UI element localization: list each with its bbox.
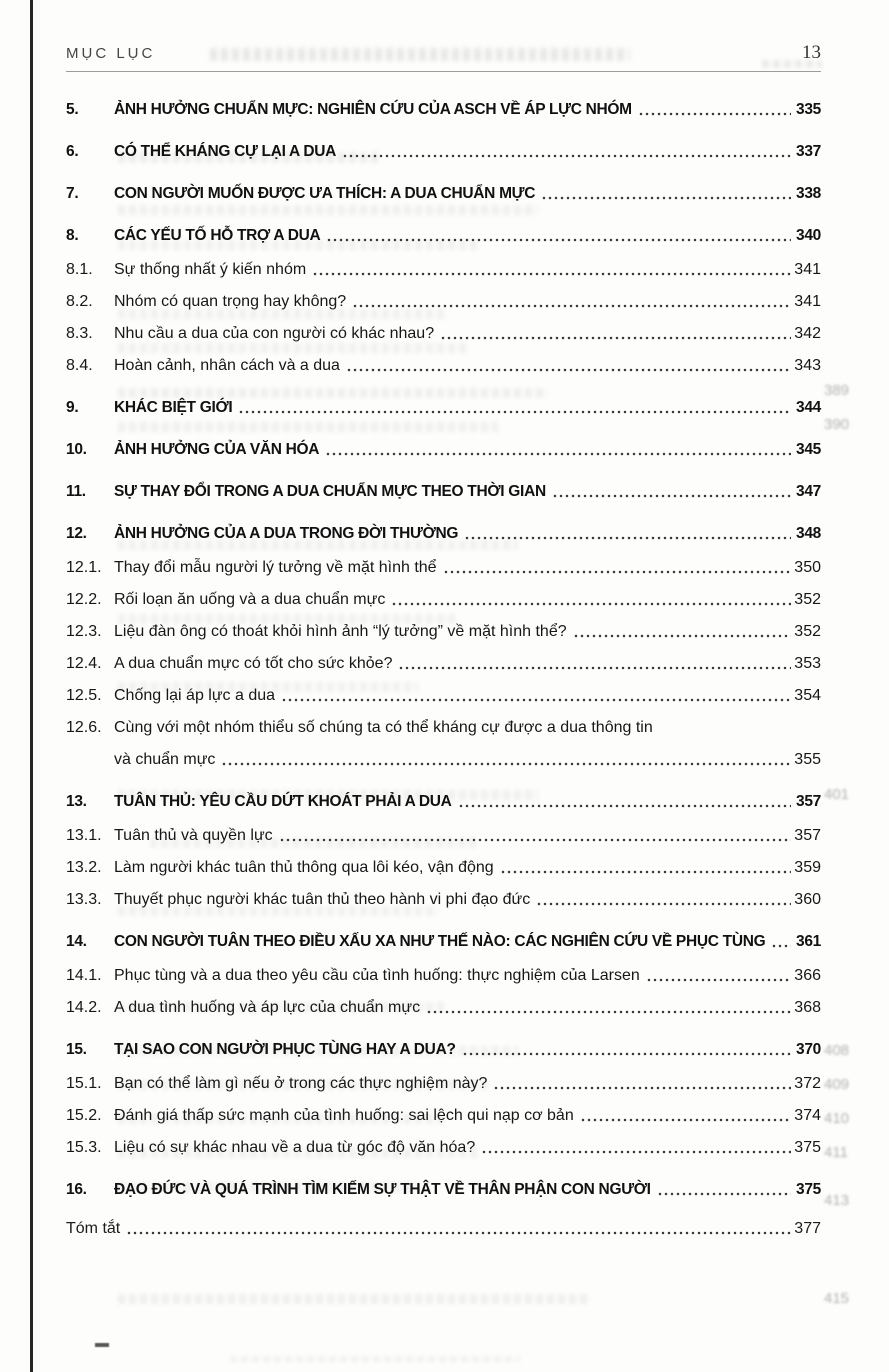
entry-page-number: 340: [796, 227, 821, 244]
entry-page-number: 372: [794, 1075, 821, 1092]
entry-title: A dua tình huống và áp lực của chuẩn mực: [114, 999, 421, 1016]
dot-leader: [279, 832, 791, 846]
entry-number: 12.5.: [66, 687, 102, 704]
dot-leader: [638, 106, 791, 120]
toc-entry: [66, 790, 821, 814]
bleed-through-number: 410: [824, 1110, 850, 1127]
toc-entry: [66, 290, 821, 314]
toc-entry-continuation: [66, 748, 821, 772]
dot-leader: [352, 298, 791, 312]
entry-page-number: 352: [794, 623, 821, 640]
entry-title: Thay đổi mẫu người lý tưởng về mặt hình thể: [114, 559, 437, 576]
dot-leader: [500, 864, 791, 878]
dot-leader: [443, 564, 791, 578]
page-title: MỤC LỤC: [66, 45, 156, 62]
entry-title: ẢNH HƯỞNG CỦA A DUA TRONG ĐỜI THƯỜNG: [114, 525, 459, 542]
entry-page-number: 357: [796, 793, 821, 810]
entry-number: 8.2.: [66, 293, 93, 310]
entry-title: Liệu đàn ông có thoát khỏi hình ảnh “lý tưởng” về mặt hình thể?: [114, 623, 567, 640]
toc-entry: [66, 556, 821, 580]
toc-entry: [66, 1217, 821, 1241]
toc-entry: [66, 588, 821, 612]
entry-title: SỰ THAY ĐỔI TRONG A DUA CHUẨN MỰC THEO THỜI GIAN: [114, 483, 546, 500]
entry-page-number: 354: [794, 687, 821, 704]
toc-entry: [66, 354, 821, 378]
entry-number: 13.1.: [66, 827, 102, 844]
toc-entry: [66, 480, 821, 504]
entry-title: Hoàn cảnh, nhân cách và a dua: [114, 357, 340, 374]
dot-leader: [325, 446, 791, 460]
entry-title: Chống lại áp lực a dua: [114, 687, 276, 704]
entry-number: 15.1.: [66, 1075, 102, 1092]
entry-title: Thuyết phục người khác tuân thủ theo hành vi phi đạo đức: [114, 891, 531, 908]
entry-number: 12.4.: [66, 655, 102, 672]
entry-page-number: 375: [794, 1139, 821, 1156]
dot-leader: [458, 798, 791, 812]
dot-leader: [326, 232, 791, 246]
entry-title: TẠI SAO CON NGƯỜI PHỤC TÙNG HAY A DUA?: [114, 1041, 456, 1058]
toc-entry: [66, 1038, 821, 1062]
dot-leader: [440, 330, 791, 344]
entry-number: 15.3.: [66, 1139, 102, 1156]
toc-entry: [66, 322, 821, 346]
dot-leader: [464, 530, 791, 544]
bleed-through-number: 413: [824, 1192, 850, 1209]
entry-page-number: 344: [796, 399, 821, 416]
toc-entry: [66, 652, 821, 676]
toc-entry: [66, 1136, 821, 1160]
entry-title: Tóm tắt: [66, 1220, 121, 1237]
entry-number: 12.1.: [66, 559, 102, 576]
entry-title: Nhu cầu a dua của con người có khác nhau?: [114, 325, 435, 342]
entry-number: 7.: [66, 185, 79, 202]
entry-page-number: 335: [796, 101, 821, 118]
dot-leader: [646, 972, 791, 986]
entry-title: ẢNH HƯỞNG CHUẨN MỰC: NGHIÊN CỨU CỦA ASCH VỀ ÁP LỰC NHÓM: [114, 101, 632, 118]
entry-number: 9.: [66, 399, 79, 416]
entry-title: TUÂN THỦ: YÊU CẦU DỨT KHOÁT PHẢI A DUA: [114, 793, 452, 810]
entry-number: 5.: [66, 101, 79, 118]
toc-entry: [66, 1104, 821, 1128]
entry-number: 16.: [66, 1181, 87, 1198]
dot-leader: [573, 628, 791, 642]
bleed-through-number: 408: [824, 1042, 850, 1059]
entry-page-number: 368: [794, 999, 821, 1016]
entry-page-number: 353: [794, 655, 821, 672]
toc-entry: [66, 856, 821, 880]
entry-page-number: 352: [794, 591, 821, 608]
toc-entry: [66, 930, 821, 954]
entry-title: Liệu có sự khác nhau về a dua từ góc độ văn hóa?: [114, 1139, 476, 1156]
entry-number: 15.2.: [66, 1107, 102, 1124]
toc-entry: [66, 522, 821, 546]
entry-page-number: 345: [796, 441, 821, 458]
toc-entry: [66, 182, 821, 206]
entry-number: 12.: [66, 525, 87, 542]
dot-leader: [312, 266, 791, 280]
toc-entry: [66, 258, 821, 282]
bleed-through-artifact: [230, 1356, 520, 1362]
entry-page-number: 360: [794, 891, 821, 908]
entry-number: 8.1.: [66, 261, 93, 278]
dot-leader: [462, 1046, 791, 1060]
bleed-through-number: 401: [824, 786, 850, 803]
entry-page-number: 374: [794, 1107, 821, 1124]
entry-page-number: 342: [794, 325, 821, 342]
entry-number: 8.4.: [66, 357, 93, 374]
entry-title: Đánh giá thấp sức mạnh của tình huống: sai lệch qui nạp cơ bản: [114, 1107, 574, 1124]
dot-leader: [536, 896, 791, 910]
dot-leader: [342, 148, 791, 162]
toc-entry: [66, 824, 821, 848]
toc-entry: [66, 684, 821, 708]
entry-title: Phục tùng và a dua theo yêu cầu của tình huống: thực nghiệm của Larsen: [114, 967, 640, 984]
bleed-through-artifact: [118, 1294, 588, 1304]
entry-number: 14.: [66, 933, 87, 950]
dot-leader: [126, 1225, 791, 1239]
toc-entry: [66, 396, 821, 420]
entry-page-number: 370: [796, 1041, 821, 1058]
entry-page-number: 357: [794, 827, 821, 844]
bleed-through-number: 389: [824, 382, 850, 399]
entry-number: 12.3.: [66, 623, 102, 640]
dot-leader: [580, 1112, 791, 1126]
scan-edge-line: [30, 0, 33, 1372]
dot-leader: [391, 596, 791, 610]
entry-number: 8.: [66, 227, 79, 244]
page-header: [66, 42, 821, 64]
entry-page-number: 375: [796, 1181, 821, 1198]
entry-title: KHÁC BIỆT GIỚI: [114, 399, 233, 416]
entry-number: 10.: [66, 441, 87, 458]
entry-page-number: 341: [794, 293, 821, 310]
toc-entry: [66, 620, 821, 644]
toc-list: [66, 98, 821, 1241]
entry-page-number: 338: [796, 185, 821, 202]
toc-entry: [66, 996, 821, 1020]
entry-title: Nhóm có quan trọng hay không?: [114, 293, 347, 310]
entry-number: 6.: [66, 143, 79, 160]
toc-entry: [66, 1072, 821, 1096]
entry-page-number: 347: [796, 483, 821, 500]
entry-page-number: 350: [794, 559, 821, 576]
entry-title: ẢNH HƯỞNG CỦA VĂN HÓA: [114, 441, 320, 458]
entry-number: 11.: [66, 483, 86, 500]
entry-page-number: 359: [794, 859, 821, 876]
dot-leader: [481, 1144, 791, 1158]
bleed-through-number: 409: [824, 1076, 850, 1093]
entry-page-number: 355: [794, 751, 821, 768]
dot-leader: [541, 190, 791, 204]
entry-number: 13.3.: [66, 891, 102, 908]
entry-page-number: 343: [794, 357, 821, 374]
toc-entry: [66, 964, 821, 988]
entry-page-number: 361: [796, 933, 821, 950]
dot-leader: [221, 756, 791, 770]
toc-entry: [66, 716, 821, 740]
toc-entry: [66, 224, 821, 248]
dot-leader: [346, 362, 791, 376]
entry-page-number: 377: [794, 1220, 821, 1237]
entry-number: 14.2.: [66, 999, 102, 1016]
entry-title: CON NGƯỜI TUÂN THEO ĐIỀU XẤU XA NHƯ THẾ NÀO: CÁC NGHIÊN CỨU VỀ PHỤC TÙNG: [114, 933, 766, 950]
toc-entry: [66, 888, 821, 912]
toc-entry: [66, 98, 821, 122]
dot-leader: [398, 660, 791, 674]
entry-title: Làm người khác tuân thủ thông qua lôi kéo, vận động: [114, 859, 494, 876]
toc-entry: [66, 140, 821, 164]
bleed-through-number: 415: [824, 1290, 850, 1307]
dot-leader: [493, 1080, 791, 1094]
header-rule: [66, 71, 821, 72]
dot-leader: [426, 1004, 791, 1018]
entry-page-number: 341: [794, 261, 821, 278]
folio-page-number: 13: [802, 42, 821, 63]
entry-title: A dua chuẩn mực có tốt cho sức khỏe?: [114, 655, 393, 672]
toc-entry: [66, 438, 821, 462]
entry-title: Cùng với một nhóm thiểu số chúng ta có thể kháng cự được a dua thông tin: [114, 719, 653, 736]
entry-title: Sự thống nhất ý kiến nhóm: [114, 261, 307, 278]
entry-number: 12.6.: [66, 719, 102, 736]
dot-leader: [657, 1186, 791, 1200]
entry-number: 13.: [66, 793, 87, 810]
entry-number: 12.2.: [66, 591, 102, 608]
entry-title: Bạn có thể làm gì nếu ở trong các thực nghiệm này?: [114, 1075, 488, 1092]
entry-title: Tuân thủ và quyền lực: [114, 827, 273, 844]
entry-number: 15.: [66, 1041, 87, 1058]
entry-title: ĐẠO ĐỨC VÀ QUÁ TRÌNH TÌM KIẾM SỰ THẬT VỀ THÂN PHẬN CON NGƯỜI: [114, 1181, 651, 1198]
bleed-through-number: 390: [824, 416, 850, 433]
dot-leader: [771, 938, 791, 952]
entry-title: CON NGƯỜI MUỐN ĐƯỢC ƯA THÍCH: A DUA CHUẨN MỰC: [114, 185, 536, 202]
bleed-through-number: 411: [824, 1144, 848, 1161]
entry-title: CÓ THỂ KHÁNG CỰ LẠI A DUA: [114, 143, 337, 160]
entry-title-continued: và chuẩn mực: [114, 751, 216, 768]
toc-entry: [66, 1178, 821, 1202]
entry-page-number: 366: [794, 967, 821, 984]
entry-number: 13.2.: [66, 859, 102, 876]
dot-leader: [238, 404, 791, 418]
entry-title: CÁC YẾU TỐ HỖ TRỢ A DUA: [114, 227, 321, 244]
entry-title: Rối loạn ăn uống và a dua chuẩn mực: [114, 591, 386, 608]
dot-leader: [281, 692, 791, 706]
entry-number: 8.3.: [66, 325, 93, 342]
dot-leader: [552, 488, 791, 502]
entry-page-number: 337: [796, 143, 821, 160]
scan-artifact-mark: [95, 1343, 109, 1347]
entry-page-number: 348: [796, 525, 821, 542]
entry-number: 14.1.: [66, 967, 102, 984]
